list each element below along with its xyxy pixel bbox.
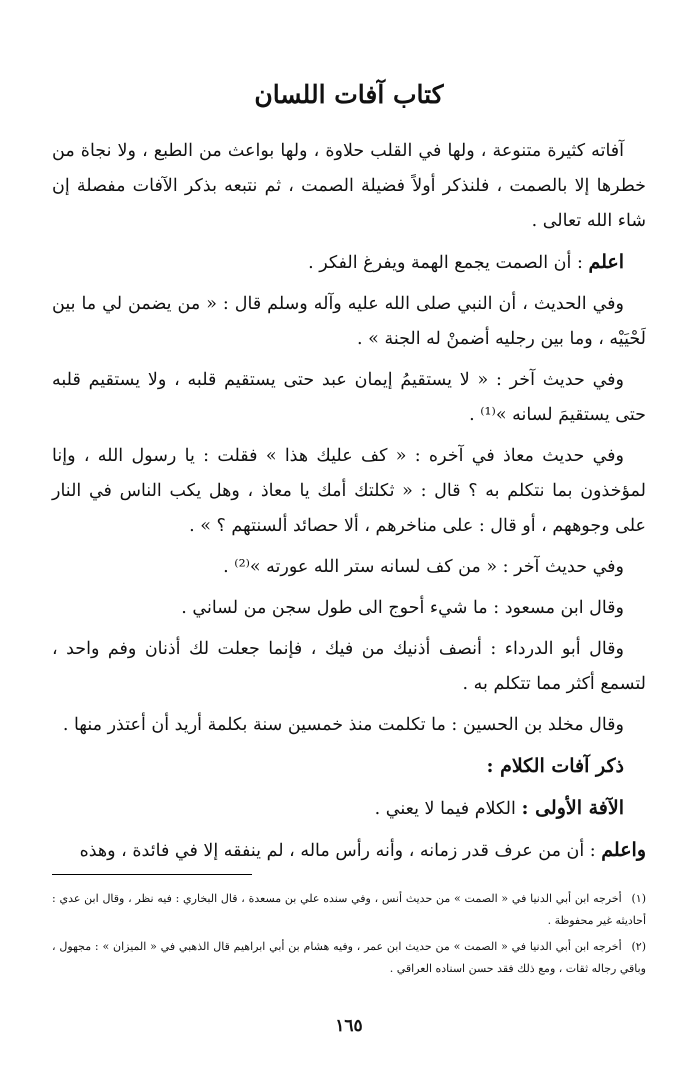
page-number: ١٦٥ (335, 1016, 363, 1036)
paragraph-hadith-2 (52, 363, 646, 433)
footnote-number: (١) (631, 892, 646, 905)
footnote-divider (52, 874, 252, 875)
paragraph-ibn-masud (52, 591, 646, 626)
paragraph-lead: واعلم (601, 839, 646, 861)
footnote-number: (٢) (631, 940, 646, 953)
paragraph-lead: الآفة الأولى : (521, 797, 624, 819)
footnote-text: أخرجه ابن أبي الدنيا في « الصمت » من حديث ابن عمر ، وفيه هشام بن أبي ابراهيم قال الذهبي في « الميزان » : مجهول ، وباقي رجاله ثقات ، ومع ذلك فقد حسن اسناده العراقي . (52, 940, 646, 975)
paragraph-text: الكلام فيما لا يعني . (374, 799, 516, 819)
paragraph-makhlad (52, 708, 646, 743)
footnote (52, 888, 646, 932)
paragraph-text: وفي حديث آخر : « لا يستقيمُ إيمان عبد حتى يستقيم قلبه ، ولا يستقيم قلبه حتى يستقيمَ لسانه »⁽¹⁾ . (52, 370, 646, 425)
footnote-text: أخرجه ابن أبي الدنيا في « الصمت » من حديث أنس ، وفي سنده علي بن مسعدة ، قال البخاري : فيه نظر ، وقال ابن عدي : أحاديثه غير محفوظة . (52, 892, 646, 927)
section-heading (52, 749, 646, 785)
paragraph-first-affliction (52, 791, 646, 827)
footnotes (52, 888, 646, 984)
paragraph-text: : أن الصمت يجمع الهمة ويفرغ الفكر . (308, 253, 583, 273)
paragraph-text: وفي حديث معاذ في آخره : « كف عليك هذا » فقلت : يا رسول الله ، وإنا لمؤخذون بما نتكلم به ؟ قال : « ثكلتك أمك يا معاذ ، وهل يكب الناس في النار على وجوههم ، أو قال : على مناخرهم ، ألا حصائد ألسنتهم ؟ » . (52, 446, 646, 536)
paragraph-text: : أن من عرف قدر زمانه ، وأنه رأس ماله ، لم ينفقه إلا في فائدة ، وهذه (79, 841, 596, 861)
chapter-title: كتاب آفات اللسان (254, 80, 444, 109)
section-heading-text: ذكر آفات الكلام : (486, 755, 624, 777)
paragraph-hadith-3 (52, 550, 646, 585)
paragraph-text: آفاته كثيرة متنوعة ، ولها في القلب حلاوة ، ولها بواعث من الطبع ، ولا نجاة من خطرها إلا بالصمت ، فلنذكر أولاً فضيلة الصمت ، ثم نتبعه بذكر الآفات مفصلة إن شاء الله تعالى . (52, 141, 646, 231)
paragraph-intro (52, 134, 646, 239)
paragraph-abu-darda (52, 632, 646, 702)
paragraph-hadith-muadh (52, 439, 646, 544)
paragraph-hadith-1 (52, 287, 646, 357)
paragraph-text: وفي حديث آخر : « من كف لسانه ستر الله عورته »⁽²⁾ . (223, 557, 624, 577)
paragraph-text: وقال أبو الدرداء : أنصف أذنيك من فيك ، فإنما جعلت لك أذنان وفم واحد ، لتسمع أكثر مما تتكلم به . (52, 639, 646, 694)
paragraph-lead: اعلم (588, 251, 624, 273)
paragraph-text: وفي الحديث ، أن النبي صلى الله عليه وآله وسلم قال : « من يضمن لي ما بين لَحْيَيْه ، وما بين رجليه أضمنْ له الجنة » . (52, 294, 646, 349)
paragraph-text: وقال ابن مسعود : ما شيء أحوج الى طول سجن من لساني . (181, 598, 624, 618)
paragraph-silence (52, 245, 646, 281)
footnote (52, 936, 646, 980)
paragraph-text: وقال مخلد بن الحسين : ما تكلمت منذ خمسين سنة بكلمة أريد أن أعتذر منها . (62, 715, 624, 735)
paragraph-know (52, 833, 646, 869)
